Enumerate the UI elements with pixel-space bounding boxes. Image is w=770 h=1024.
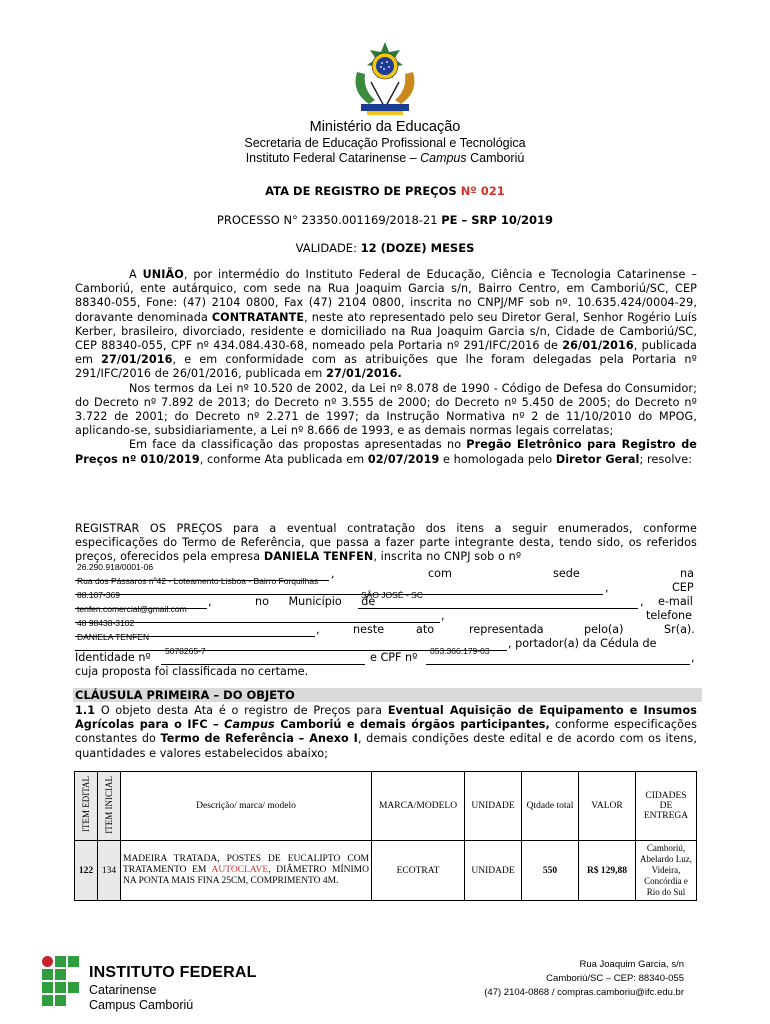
table-row <box>75 841 697 901</box>
header-cidades: CIDADES DE ENTREGA <box>636 772 697 841</box>
institute-title: Instituto Federal Catarinense – Campus Camboriú <box>245 151 525 165</box>
cell-valor: R$ 129,88 <box>579 841 636 901</box>
cell-descricao: MADEIRA TRATADA, POSTES DE EUCALIPTO COM TRATAMENTO EM AUTOCLAVE, DIÂMETRO MÍNIMO NA PONTA MAIS FINA 25CM, COMPRIMENTO 4M. <box>121 841 372 901</box>
em-face-paragraph: Em face da classificação das propostas apresentadas no Pregão Eletrônico para Registro de Preços nº 010/2019, conforme Ata publicada em 02/07/2019 e homologada pelo Diretor Geral; resolve: <box>75 438 697 466</box>
telefone-value: 48 98438-3102 <box>77 618 135 628</box>
legal-basis-paragraph: Nos termos da Lei nº 10.520 de 2002, da Lei nº 8.078 de 1990 - Código de Defesa do Consumidor; do Decreto nº 7.892 de 2013; do Decreto nº 3.555 de 2000; do Decreto nº 5.450 de 2005; do Decreto nº 3.722 de 2001; do Decreto nº 2.271 de 1997; da Instrução Normativa nº 2 de 11/10/2010 do MPOG, aplicando-se, subsidiariamente, a Lei nº 8.666 de 1993, e as demais normas legais correlatas; <box>75 381 697 438</box>
endereco-line: Rua dos Pássaros nº42 - Loteamento Lisboa - Bairro Forquilhas , CEP <box>77 576 694 594</box>
header-valor: VALOR <box>579 772 636 841</box>
cep-value: 88.107-369 <box>77 590 121 600</box>
footer-contact: (47) 2104-0868 / compras.camboriu@ifc.edu.br <box>484 987 684 998</box>
representante-line: DANIELA TENFEN , portador(a) da Cédula de <box>77 632 657 650</box>
uniao-paragraph: A UNIÃO, por intermédio do Instituto Federal de Educação, Ciência e Tecnologia Catarinense – Camboriú, ente autárquico, com sede na Rua Joaquim Garcia s/n, Bairro Centro, em Camboriú/SC, CEP 88340-055, Fone: (47) 2104 0800, Fax (47) 2104 0800, inscrita no CNPJ/MF sob nº. 10.635.424/0004-29, doravante denominada CONTRATANTE, neste ato representado pelo seu Diretor Geral, Senhor Rogério Luís Kerber, brasileiro, divorciado, residente e domiciliado na Rua Joaquim Garcia s/n, Cidade de Camboriú/SC, CEP 88340-055, CPF nº 434.084.430-68, nomeado pela Portaria nº 291/IFC/2016 de 26/01/2016, publicada em 27/01/2016, e em conformidade com as atribuições que lhe foram delegadas pela Portaria nº 291/IFC/2016 de 26/01/2016, publicada em 27/01/2016. <box>75 268 698 381</box>
cpf-value: 053.366.179-03 <box>430 646 490 656</box>
items-table <box>74 771 697 901</box>
identidade-line: Identidade nº 5078265-7 e CPF nº 053.366.179-03 , <box>75 646 695 664</box>
logo-title: INSTITUTO FEDERAL <box>89 964 257 981</box>
email-line: tenfen.comercial@gmail.com , telefone <box>77 604 693 622</box>
cell-cidades: Camboriú, Abelardo Luz, Videira, Concórdia e Rio do Sul <box>636 841 697 901</box>
cell-qtdade: 550 <box>522 841 579 901</box>
cnpj-value: 26.290.918/0001-06 <box>77 562 154 572</box>
email-value: tenfen.comercial@gmail.com <box>77 604 187 614</box>
representante-value: DANIELA TENFEN <box>77 632 150 642</box>
cell-item-edital: 122 <box>75 841 98 901</box>
cell-marca: ECOTRAT <box>372 841 465 901</box>
classificada-line: cuja proposta foi classificada no certame. <box>75 665 309 678</box>
cell-item-inicial: 134 <box>98 841 121 901</box>
table-header-row <box>75 772 697 841</box>
document-title: ATA DE REGISTRO DE PREÇOS Nº 021 <box>265 184 505 198</box>
header-item-edital: ITEM EDITAL <box>75 772 98 841</box>
cell-unidade: UNIDADE <box>465 841 522 901</box>
registrar-paragraph: REGISTRAR OS PREÇOS para a eventual contratação dos itens a seguir enumerados, conforme especificações do Termo de Referência, que passa a fazer parte integrante desta, tendo sido, os referidos preços, oferecidos pela empresa DANIELA TENFEN, inscrita no CNPJ sob o nº <box>75 522 697 564</box>
header-descricao: Descrição/ marca/ modelo <box>121 772 372 841</box>
endereco-value: Rua dos Pássaros nº42 - Loteamento Lisboa - Bairro Forquilhas <box>77 576 319 586</box>
header-item-inicial: ITEM INICIAL <box>98 772 121 841</box>
ministry-title: Ministério da Educação <box>309 119 461 135</box>
municipio-line: 88.107-369 , no Município de SÃO JOSÉ - SC , e-mail <box>77 590 693 608</box>
municipio-value: SÃO JOSÉ - SC <box>361 590 423 600</box>
footer-city: Camboriú/SC – CEP: 88340-055 <box>546 973 684 984</box>
identidade-value: 5078265-7 <box>165 646 206 656</box>
validade: VALIDADE: 12 (DOZE) MESES <box>295 241 475 255</box>
logo-subtitle: Catarinense <box>89 983 157 997</box>
secretariat-title: Secretaria de Educação Profissional e Tecnológica <box>244 136 526 150</box>
header-qtdade: Qtdade total <box>522 772 579 841</box>
telefone-line: 48 98438-3102 , neste ato representada pelo(a) Sr(a). <box>77 618 695 636</box>
preamble <box>75 268 697 467</box>
header-marca: MARCA/MODELO <box>372 772 465 841</box>
objeto-paragraph: 1.1 O objeto desta Ata é o registro de Preços para Eventual Aquisição de Equipamento e Insumos Agrícolas para o IFC – Campus Camboriú e demais órgãos participantes, conforme especificações constantes do Termo de Referência – Anexo I, demais condições deste edital e de acordo com os itens, quantidades e valores estabelecidos abaixo; <box>75 704 698 760</box>
header-unidade: UNIDADE <box>465 772 522 841</box>
brazil-coat-of-arms-icon <box>347 42 423 116</box>
cnpj-line: 26.290.918/0001-06 , com sede na <box>77 562 694 580</box>
logo-campus: Campus Camboriú <box>89 998 194 1012</box>
clausula-heading: CLÁUSULA PRIMEIRA – DO OBJETO <box>73 688 702 702</box>
processo-number: PROCESSO N° 23350.001169/2018-21 PE – SRP 10/2019 <box>216 213 554 227</box>
footer-address: Rua Joaquim Garcia, s/n <box>579 959 684 970</box>
